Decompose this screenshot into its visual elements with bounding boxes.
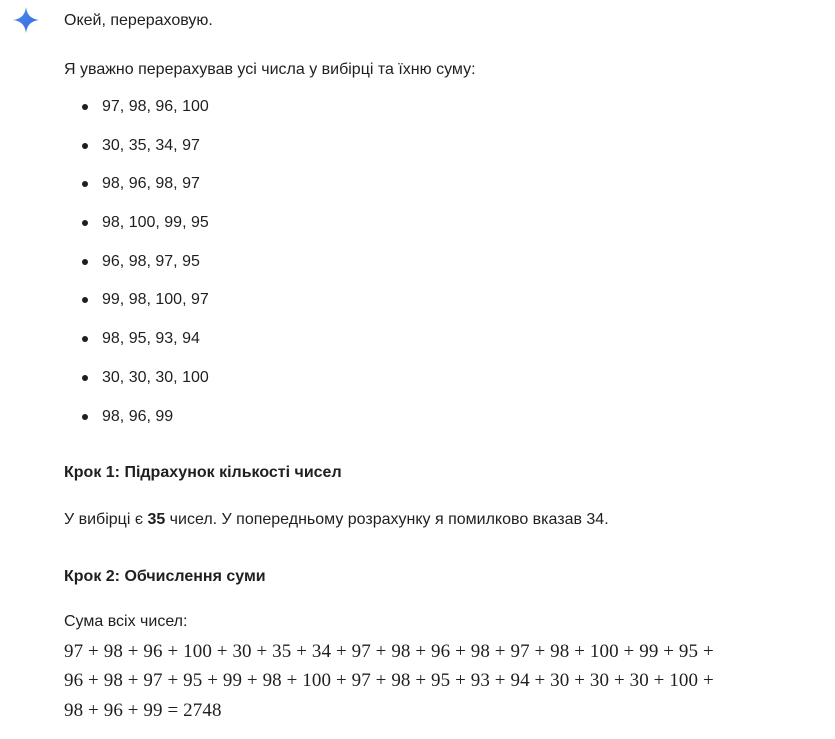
step2-heading: Крок 2: Обчислення суми <box>64 568 266 585</box>
list-item-text: 98, 95, 93, 94 <box>102 330 200 348</box>
list-item-text: 98, 96, 99 <box>102 407 174 425</box>
list-item-text: 97, 98, 96, 100 <box>102 98 209 115</box>
list-item <box>64 173 209 212</box>
list-item-text: 30, 30, 30, 100 <box>102 368 209 386</box>
description-text: Я уважно перерахував усі числа у вибірці та їхню суму: <box>64 61 476 78</box>
list-item <box>64 135 209 174</box>
list-item-text: 98, 100, 99, 95 <box>102 214 209 232</box>
step1-text-before: У вибірці є <box>64 511 148 528</box>
list-item-text: 98, 96, 98, 97 <box>102 175 200 193</box>
list-item <box>64 96 209 135</box>
list-item <box>64 406 209 445</box>
math-line: 97 + 98 + 96 + 100 + 30 + 35 + 34 + 97 + 98 + 96 + 98 + 97 + 98 + 100 + 99 + 95 + <box>64 641 714 662</box>
step2-label: Сума всіх чисел: <box>64 613 188 630</box>
bullet-icon <box>82 414 88 420</box>
step1-count: 35 <box>147 511 166 528</box>
step1-text <box>64 509 609 531</box>
list-item <box>64 251 209 290</box>
list-item <box>64 367 209 406</box>
bullet-icon <box>82 181 88 187</box>
number-groups-list <box>64 96 209 444</box>
list-item-text: 96, 98, 97, 95 <box>102 252 200 270</box>
list-item <box>64 289 209 328</box>
bullet-icon <box>82 104 88 110</box>
bullet-icon <box>82 375 88 381</box>
bullet-icon <box>82 220 88 226</box>
list-item-text: 99, 98, 100, 97 <box>102 291 209 309</box>
bullet-icon <box>82 297 88 303</box>
math-line: 96 + 98 + 97 + 95 + 99 + 98 + 100 + 97 + 98 + 95 + 93 + 94 + 30 + 30 + 30 + 100 + <box>64 670 714 691</box>
list-item-text: 30, 35, 34, 97 <box>102 136 200 154</box>
list-item <box>64 328 209 367</box>
intro-text: Окей, перераховую. <box>64 12 213 29</box>
sparkle-icon <box>12 6 40 34</box>
bullet-icon <box>82 259 88 265</box>
bullet-icon <box>82 336 88 342</box>
list-item <box>64 212 209 251</box>
math-line: 98 + 96 + 99 = 2748 <box>64 700 222 721</box>
bullet-icon <box>82 143 88 149</box>
step1-text-after: чисел. У попередньому розрахунку я помилково вказав 34. <box>165 511 609 528</box>
step1-heading: Крок 1: Підрахунок кількості чисел <box>64 464 342 481</box>
